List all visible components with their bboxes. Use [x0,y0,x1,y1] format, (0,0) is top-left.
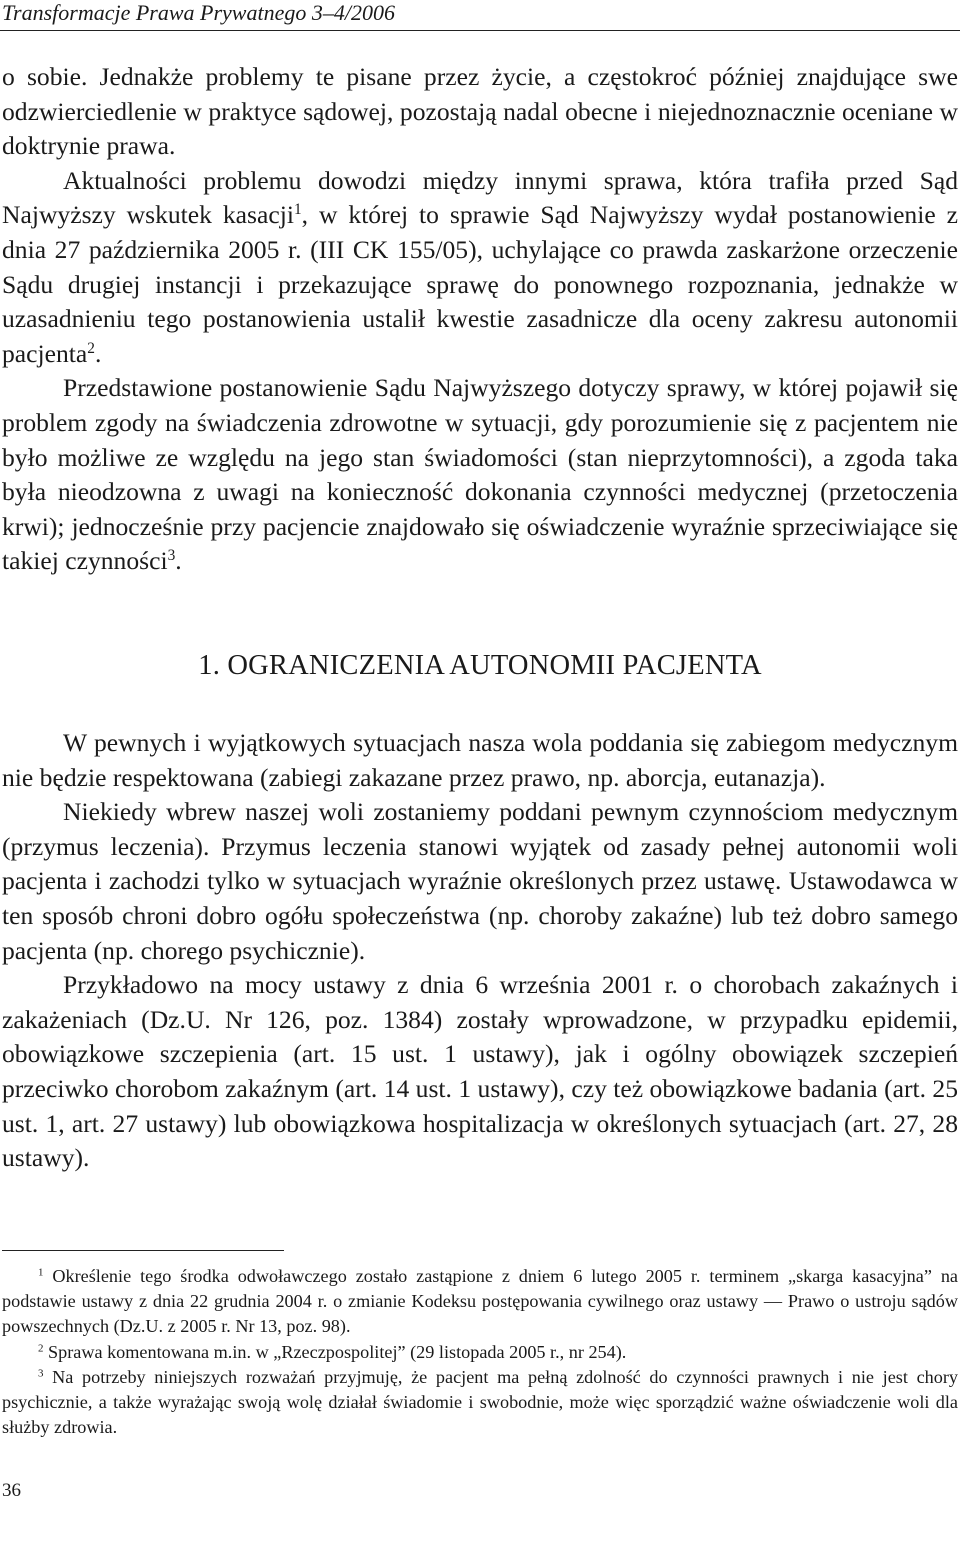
footnote-number: 3 [38,1367,44,1380]
footnote-number: 1 [38,1266,44,1279]
paragraph-3 [2,371,958,579]
section-paragraph-2: Niekiedy wbrew naszej woli zostaniemy poddani pewnym czynnościom medycznym (przymus leczenia). Przymus leczenia stanowi wyjątek od zasady pełnej autonomii woli pacjenta i zachodzi tylko w sytuacjach wyraźnie określonych przez ustawę. Ustawodawca w ten sposób chroni dobro ogółu społeczeństwa (np. choroby zakaźne) lub też dobro samego pacjenta (np. chorego psychicznie). [2,797,958,965]
paragraph-2-part-a: Aktualności problemu dowodzi między innymi sprawa, która trafiła przed Sąd Najwyższy wskutek kasacji [2,165,958,230]
footnote-3 [2,1365,958,1441]
footnote-ref-1: 1 [293,201,302,219]
section-text [2,726,958,1176]
section-paragraph-1: W pewnych i wyjątkowych sytuacjach nasza wola poddania się zabiegom medycznym nie będzie respektowana (zabiegi zakazane przez prawo, np. aborcja, eutanazja). [2,728,958,792]
header-divider [0,30,960,31]
paragraph-3-part-b: . [175,546,182,576]
section-heading: 1. OGRANICZENIA AUTONOMII PACJENTA [198,650,762,681]
footnote-text: Sprawa komentowana m.in. w „Rzeczpospolitej” (29 listopada 2005 r., nr 254). [43,1341,627,1362]
running-header: Transformacje Prawa Prywatnego 3–4/2006 [2,0,395,25]
footnote-text: Określenie tego środka odwoławczego zostało zastąpione z dniem 6 lutego 2005 r. terminem „skarga kasacyjna” na podstawie ustawy z dnia 22 grudnia 2004 r. o zmianie Kodeksu postępowania cywilnego oraz ustawy — Prawo o ustroju sądów powszechnych (Dz.U. z 2005 r. Nr 13, poz. 98). [2,1266,958,1337]
footnote-ref-2: 2 [87,339,95,357]
footnote-number: 2 [38,1342,44,1355]
paragraph-2-part-b: , w której to sprawie Sąd Najwyższy wydał postanowienie z dnia 27 października 2005 r. (III CK 155/05), uchylające co prawda zaskarżone orzeczenie Sądu drugiej instancji i przekazujące sprawę do ponownego rozpoznania, jednakże w uzasadnieniu tego postanowienia ustalił kwestie zasadnicze dla oceny zakresu autonomii pacjenta [2,200,958,368]
section-paragraph-3: Przykładowo na mocy ustawy z dnia 6 września 2001 r. o chorobach zakaźnych i zakażeniach (Dz.U. Nr 126, poz. 1384) zostały wprowadzone, w przypadku epidemii, obowiązkowe szczepienia (art. 15 ust. 1 ustawy), jak i ogólny obowiązek szczepień przeciwko chorobom zakaźnym (art. 14 ust. 1 ustawy), czy też obowiązkowe badania (art. 25 ust. 1, art. 27 ustawy) lub obowiązkowa hospitalizacja w określonych sytuacjach (art. 27, 28 ustawy). [2,970,958,1173]
footnote-2 [2,1340,958,1365]
footnote-divider [2,1250,284,1251]
page-number: 36 [2,1480,21,1501]
paragraph-3-part-a: Przedstawione postanowienie Sądu Najwyższego dotyczy sprawy, w której pojawił się problem zgody na świadczenia zdrowotne w sytuacji, gdy porozumienie się z pacjentem nie było możliwe ze względu na jego stan świadomości (stan nieprzytomności), a zgoda taka była nieodzowna z uwagi na konieczność dokonania czynności medycznej (przetoczenia krwi); jednocześnie przy pacjencie znajdowało się oświadczenie wyraźnie sprzeciwiające się takiej czynności [2,373,958,576]
footnotes [2,1264,958,1440]
footnote-text: Na potrzeby niniejszych rozważań przyjmuję, że pacjent ma pełną zdolność do czynności prawnych i nie jest chory psychicznie, a także wyrażając swoją wolę działał świadomie i swobodnie, może więc sporządzić ważne oświadczenie woli dla służby zdrowia. [2,1366,958,1438]
footnote-ref-3: 3 [167,547,176,565]
paragraph-2 [2,164,958,372]
intro-text [2,60,958,579]
footnote-1 [2,1264,958,1340]
paragraph-2-part-c: . [94,338,102,368]
paragraph-1: o sobie. Jednakże problemy te pisane przez życie, a częstokroć później znajdujące swe odzwierciedlenie w praktyce sądowej, pozostają nadal obecne i niejednoznacznie oceniane w doktrynie prawa. [2,62,958,161]
